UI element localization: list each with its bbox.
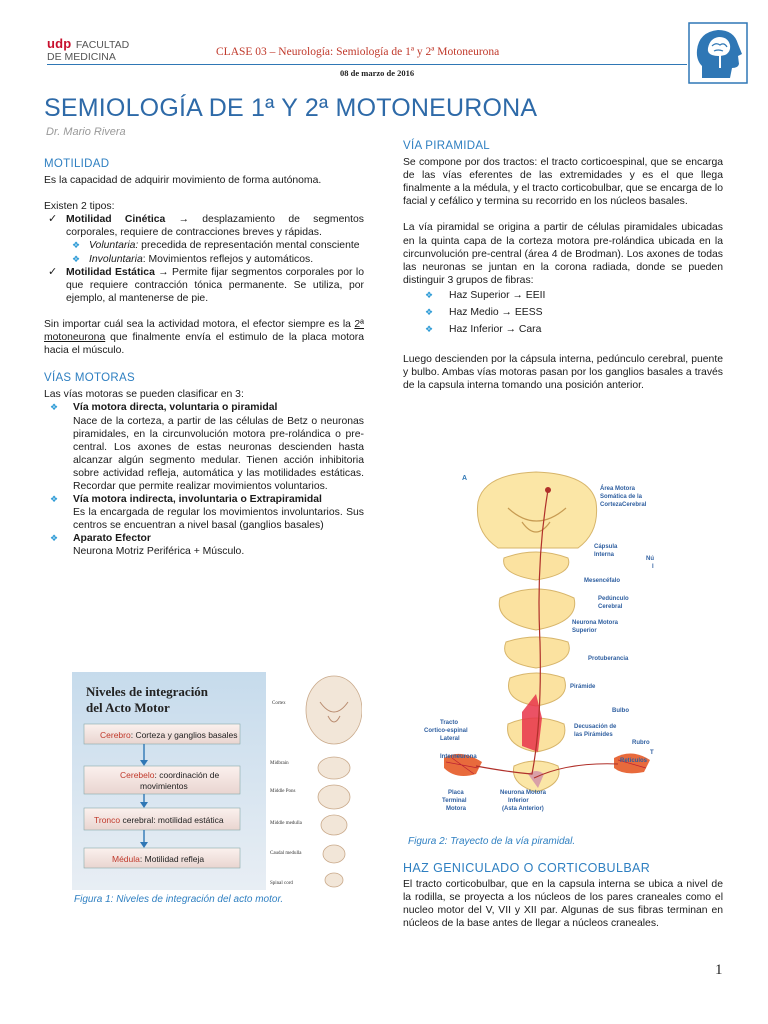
- fig2-label: Pedúnculo: [598, 596, 629, 602]
- via-item-title: ❖ Aparato Efector: [44, 532, 364, 545]
- diamond-bullet-icon: ❖: [50, 494, 59, 505]
- fig2-label: Neurona Motora: [572, 620, 619, 626]
- fig2-label: Lateral: [440, 736, 460, 742]
- fig2-label: Motora: [446, 806, 466, 812]
- svg-text:Cerebelo: coordinación de: [120, 770, 220, 780]
- fig1-level-text: : coordinación de: [154, 770, 220, 780]
- fig2-label: Pirámide: [570, 684, 596, 690]
- svg-text:Médula: Motilidad refleja: [112, 854, 204, 864]
- diamond-bullet-icon: ❖: [72, 240, 81, 251]
- fig2-label: Somática de la: [600, 494, 643, 500]
- fig1-level-text: cerebral: motilidad estática: [120, 815, 224, 825]
- head-brain-icon: [688, 22, 748, 84]
- fig2-label: Tracto: [440, 720, 459, 726]
- fig1-title-line1: Niveles de integración: [86, 684, 209, 699]
- page-number: 1: [715, 962, 723, 978]
- fig1-side-label: Midbrain: [270, 761, 289, 766]
- logo-facultad: FACULTAD: [75, 39, 130, 51]
- list-item-estatica: [44, 266, 364, 305]
- voluntaria-text: precedida de representación mental consciente: [138, 240, 360, 252]
- header-divider: [47, 64, 687, 65]
- fig2-label: Decusación de: [574, 724, 617, 730]
- fig2-label: Área Motora: [600, 486, 636, 492]
- via-item-title: ❖ Vía motora indirecta, involuntaria o Extrapiramidal: [44, 493, 364, 506]
- diamond-bullet-icon: ❖: [425, 289, 434, 300]
- cinetica-text: → desplazamiento de segmentos corporales, requiere de contracciones breves y rápidas.: [66, 214, 365, 239]
- fig1-side-label: Spinal cord: [270, 881, 293, 886]
- list-item-involuntaria: [44, 253, 364, 266]
- fig1-side-label: Middle medulla: [270, 821, 302, 826]
- fig2-edge-label: T: [650, 750, 654, 756]
- figure2-caption: Figura 2: Trayecto de la vía piramidal.: [408, 836, 576, 847]
- list-item-cinetica: [44, 213, 364, 239]
- svg-text:Tronco cerebral: motilidad est: [94, 815, 224, 825]
- brain-sections-illustration: [444, 472, 650, 792]
- fig1-level-label: Médula: [112, 854, 140, 864]
- via-item-title: ❖ Vía motora directa, voluntaria o piramidal: [44, 401, 364, 414]
- fig2-label: Cápsula: [594, 544, 618, 550]
- fig2-label: Terminal: [442, 798, 467, 804]
- via-piramidal-p2: La vía piramidal se origina a partir de células piramidales ubicadas en la quinta capa de la corteza motora pre-rolándica ubicada en la circunvolución pre-central (área 4 de Brodman). Los axones de todas las neuronas se juntan en la corona radiada, donde se pueden distinguir 3 grupos de fibras:: [403, 222, 723, 286]
- right-column: [403, 140, 723, 393]
- fig2-label: Placa: [448, 790, 464, 796]
- efector-pre: Sin importar cuál sea la actividad motora, el efector siempre es la: [44, 318, 355, 330]
- fig2-label: Interna: [594, 552, 615, 558]
- class-date: 08 de marzo de 2016: [340, 68, 415, 78]
- estatica-label: Motilidad Estática: [66, 266, 155, 278]
- cinetica-label: Motilidad Cinética: [66, 214, 166, 226]
- via-item-body: Nace de la corteza, a partir de las células de Betz o neuronas piramidales, en la circunvolución motora pre-rolándica o pre-central. Los axones de estas neuronas descienden hasta alcanzar algún segmento medular. Tienen acción inhibitoria sobre actividad refleja, automática y las motilidades estáticas. Recordar que permite realizar movimientos voluntarios.: [73, 415, 364, 492]
- class-title: CLASE 03 – Neurología: Semiología de 1ª y 2ª Motoneurona: [216, 46, 500, 58]
- logo-udp: udp: [47, 36, 72, 51]
- involuntaria-label: Involuntaria: [89, 253, 143, 265]
- diamond-bullet-icon: ❖: [50, 402, 59, 413]
- efector-paragraph: [44, 318, 364, 357]
- fig1-side-label: Caudal medulla: [270, 851, 302, 856]
- heading-via-piramidal: VÍA PIRAMIDAL: [403, 140, 490, 152]
- fig2-label: Bulbo: [612, 708, 629, 714]
- list-item-voluntaria: [44, 239, 364, 252]
- motilidad-intro: Es la capacidad de adquirir movimiento de forma autónoma.: [44, 175, 322, 187]
- fig2-label: las Pirámides: [574, 732, 613, 738]
- heading-vias-motoras: VÍAS MOTORAS: [44, 372, 135, 385]
- via-item-body: Neurona Motriz Periférica + Músculo.: [73, 546, 245, 558]
- check-icon: ✓: [48, 265, 58, 278]
- diamond-bullet-icon: ❖: [50, 533, 59, 544]
- diamond-bullet-icon: ❖: [425, 307, 434, 318]
- check-icon: ✓: [48, 213, 58, 226]
- fig2-label: CortezaCerebral: [600, 502, 647, 508]
- fig2-edge-label: l: [652, 564, 654, 570]
- fig1-level-label: Cerebro: [100, 730, 131, 740]
- haz-geniculado-section: [403, 862, 723, 930]
- efector-link: 2ª motoneurona: [44, 318, 364, 344]
- involuntaria-text: : Movimientos reflejos y automáticos.: [142, 253, 314, 265]
- left-column: [44, 158, 364, 559]
- fig2-edge-label: Nú: [646, 556, 654, 562]
- fig1-cerebelo-line2: movimientos: [140, 781, 188, 791]
- fig1-level-label: Tronco: [94, 815, 121, 825]
- fig2-label: Protuberancia: [588, 656, 629, 662]
- fiber-item: ❖ Haz Inferior → Cara: [425, 324, 542, 336]
- svg-text:Cerebro: Corteza y ganglios ba: [100, 730, 238, 740]
- fig2-label: Cerebral: [598, 604, 623, 610]
- figure1-caption: Figura 1: Niveles de integración del acto motor.: [74, 894, 284, 905]
- fig1-side-label: Cortex: [272, 701, 286, 706]
- vias-intro: Las vías motoras se pueden clasificar en 3:: [44, 389, 244, 401]
- logo-medicina: DE MEDICINA: [47, 51, 116, 63]
- page-title: SEMIOLOGÍA DE 1ª Y 2ª MOTONEURONA: [44, 94, 538, 122]
- fig1-level-label: Cerebelo: [120, 770, 155, 780]
- heading-haz-geniculado: HAZ GENICULADO O CORTICOBULBAR: [403, 861, 651, 875]
- efector-post: que finalmente envía el estimulo de la placa motora hacia el músculo.: [44, 332, 364, 357]
- fig1-title-line2: del Acto Motor: [86, 700, 170, 715]
- via-item-body: Es la encargada de regular los movimientos involuntarios. Sus centros se encuentran a nivel basal (ganglios basales): [73, 507, 364, 532]
- via-piramidal-p3: Luego descienden por la cápsula interna, pedúnculo cerebral, puente y bulbo. Ambas vías motoras pasan por los ganglios basales a través de la capsula interna tomando una posición anterior.: [403, 354, 723, 392]
- voluntaria-label: Voluntaria:: [89, 240, 139, 252]
- fiber-item: ❖ Haz Superior → EEII: [425, 289, 546, 301]
- fig2-label: Mesencéfalo: [584, 578, 621, 584]
- haz-geniculado-text: El tracto corticobulbar, que en la capsula interna se ubica a nivel de la rodilla, se proyecta a los núcleos de los pares craneales como el nucleo motor del V, VII y XII par. Algunas de sus fibras terminan en núcleos de la base antes de llegar a núcleos craneales.: [403, 879, 723, 930]
- fig2-edge-label: Retículos: [620, 758, 648, 764]
- fig2-label: Superior: [572, 628, 597, 634]
- fig2-label: Interneurona: [440, 754, 477, 760]
- fig2-label: Neurona Motora: [500, 790, 547, 796]
- author: Dr. Mario Rivera: [46, 126, 126, 138]
- heading-motilidad: MOTILIDAD: [44, 158, 110, 170]
- fig2-label: (Asta Anterior): [502, 806, 544, 812]
- fig2-label: Rubro: [632, 740, 650, 746]
- fig2-letter: A: [462, 475, 468, 482]
- fig2-label: Inferior: [508, 798, 529, 804]
- faculty-logo: [47, 38, 129, 63]
- diamond-bullet-icon: ❖: [72, 253, 81, 264]
- fig1-level-text: : Corteza y ganglios basales: [130, 730, 238, 740]
- diamond-bullet-icon: ❖: [425, 324, 434, 335]
- figure-motor-integration-levels: [72, 672, 362, 890]
- fig1-side-label: Middle Pons: [270, 789, 296, 794]
- fig2-label: Cortico-espinal: [424, 728, 468, 734]
- figure-pyramidal-pathway: [418, 462, 762, 820]
- motilidad-types-intro: Existen 2 tipos:: [44, 201, 115, 213]
- via-piramidal-p1: Se compone por dos tractos: el tracto corticoespinal, que se encarga de las vías eferentes de las extremidades y es el que llega finalmente a la médula, y el tracto corticobulbar, que se encarga de lo facial y cefálico y termina su recorrido en los núcleos basales.: [403, 157, 723, 208]
- fig1-level-text: : Motilidad refleja: [139, 854, 205, 864]
- estatica-text: → Permite fijar segmentos corporales por lo que requiere contracción tónica permanente. Se utiliza, por ejemplo, al mantenerse de pie.: [66, 266, 364, 304]
- fiber-item: ❖ Haz Medio → EESS: [425, 307, 543, 319]
